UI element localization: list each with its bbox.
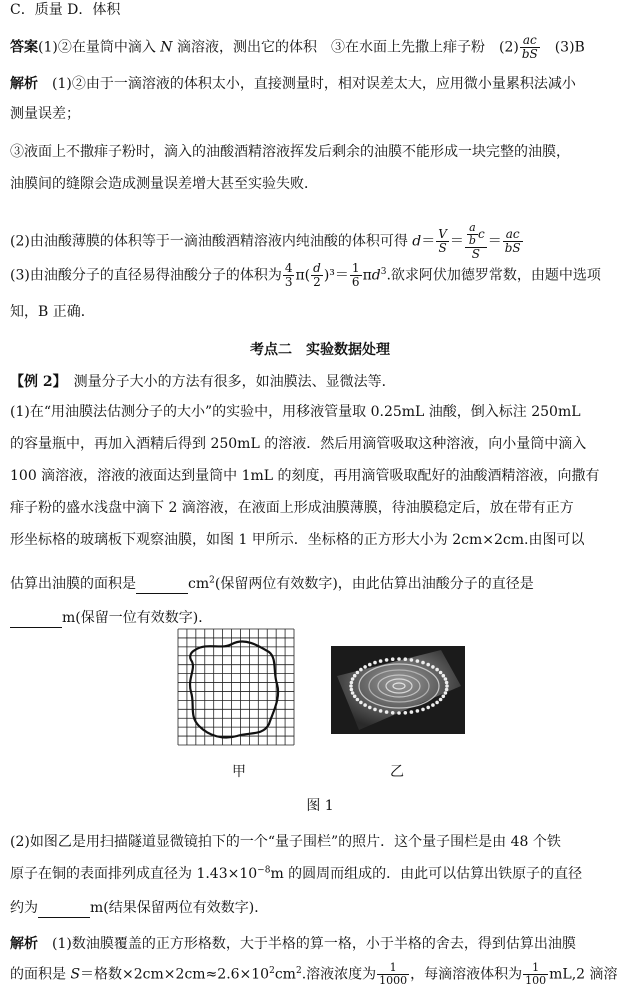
analysis-line-3: ③液面上不撒痱子粉时，滴入的油酸酒精溶液挥发后剩余的油膜不能形成一块完整的油膜， bbox=[10, 144, 570, 160]
answer-blank-diameter[interactable] bbox=[10, 613, 62, 628]
quantum-corral-photo bbox=[331, 646, 465, 734]
example-tag: 【例 2】 bbox=[10, 374, 60, 390]
q1-line-5: 形坐标格的玻璃板下观察油膜，如图 1 甲所示．坐标格的正方形大小为 2cm×2cm.由图可以 bbox=[10, 532, 585, 548]
answer-fraction: $\frac{ac}{bS}$ bbox=[521, 33, 538, 61]
analysis-line-6: (3)由油酸分子的直径易得油酸分子的体积为 $\frac{4}{3}$ π( $\frac{d}{2}$ )³＝ $\frac{1}{6}$ $\pi d^3$.欲求阿伏加德罗常数，由题中选项 bbox=[10, 261, 601, 289]
q1-line-3: 100 滴溶液，溶液的液面达到量筒中 1mL 的刻度，再用滴管吸取配好的油酸酒精溶液，向撒有 bbox=[10, 468, 600, 484]
answer-tag: 答案 bbox=[10, 39, 38, 56]
analysis2-tag: 解析 bbox=[10, 936, 38, 952]
example-intro: 【例 2】 测量分子大小的方法有很多，如油膜法、显微法等． bbox=[10, 374, 396, 390]
q1-line-4: 痱子粉的盛水浅盘中滴下 2 滴溶液，在液面上形成油膜薄膜，待油膜稳定后，放在带有正方 bbox=[10, 500, 574, 516]
figure-label-jia: 甲 bbox=[232, 764, 246, 780]
analysis2-line-1: 解析 (1)数油膜覆盖的正方形格数，大于半格的算一格，小于半格的舍去，得到估算出油膜 bbox=[10, 936, 576, 952]
figure-caption: 图 1 bbox=[306, 798, 334, 814]
analysis-tag: 解析 bbox=[10, 76, 38, 92]
analysis-line-2: 测量误差； bbox=[10, 106, 80, 122]
oil-film-grid-figure bbox=[177, 628, 295, 746]
analysis-line-1: 解析 (1)②由于一滴溶液的体积太小，直接测量时，相对误差太大，应用微小量累积法减小 bbox=[10, 76, 576, 92]
q1-line-6: 估算出油膜的面积是 $cm^2$(保留两位有效数字)，由此估算出油酸分子的直径是 bbox=[10, 575, 534, 592]
q1-line-1: (1)在“用油膜法估测分子的大小”的实验中，用移液管量取 0.25mL 油酸，倒入标注 250mL bbox=[10, 404, 581, 420]
figure-label-yi: 乙 bbox=[390, 764, 404, 780]
analysis-line-7: 知，B 正确． bbox=[10, 304, 95, 320]
q1-line-2: 的容量瓶中，再加入酒精后得到 250mL 的溶液．然后用滴管吸取这种溶液，向小量筒中滴入 bbox=[10, 436, 587, 452]
analysis-line-5: (2)由油酸薄膜的体积等于一滴油酸酒精溶液内纯油酸的体积可得 d＝ $\frac{V}{S}$ ＝ $\frac{a}{b}$ c S ＝ $\frac{ac}{bS}$ bbox=[10, 221, 521, 261]
answer-blank-area[interactable] bbox=[136, 579, 188, 594]
q2-line-2: 原子在铜的表面排列成直径为 $1.43\times 10^{-8}m$ 的圆周而组成的．由此可以估算出铁原子的直径 bbox=[10, 865, 583, 882]
analysis-line-4: 油膜间的缝隙会造成测量误差增大甚至实验失败． bbox=[10, 176, 318, 192]
answer-blank-iron-diameter[interactable] bbox=[38, 903, 90, 918]
q1-line-7: m(保留一位有效数字)． bbox=[10, 608, 212, 628]
q2-line-1: (2)如图乙是用扫描隧道显微镜拍下的一个“量子围栏”的照片．这个量子围栏是由 48 个铁 bbox=[10, 834, 561, 850]
q2-line-3: 约为 m(结果保留两位有效数字)． bbox=[10, 900, 269, 916]
nested-fraction: $\frac{a}{b}$ c S bbox=[465, 222, 487, 261]
answer-line: 答案(1)②在量筒中滴入 N 滴溶液，测出它的体积 ③在水面上先撒上痱子粉 (2) $\frac{ac}{bS}$ (3)B bbox=[10, 33, 585, 61]
section-title: 考点二 实验数据处理 bbox=[250, 342, 390, 358]
option-c-d: C．质量 D．体积 bbox=[10, 2, 121, 18]
analysis2-line-2: 的面积是 S＝格数$\times 2cm\times 2cm\approx 2.6\times 10^2cm^2$.溶液浓度为 $\frac{1}{1000}$ ，每滴溶液体积为 $\frac{1}{100}$ mL,2 滴溶 bbox=[10, 961, 618, 987]
